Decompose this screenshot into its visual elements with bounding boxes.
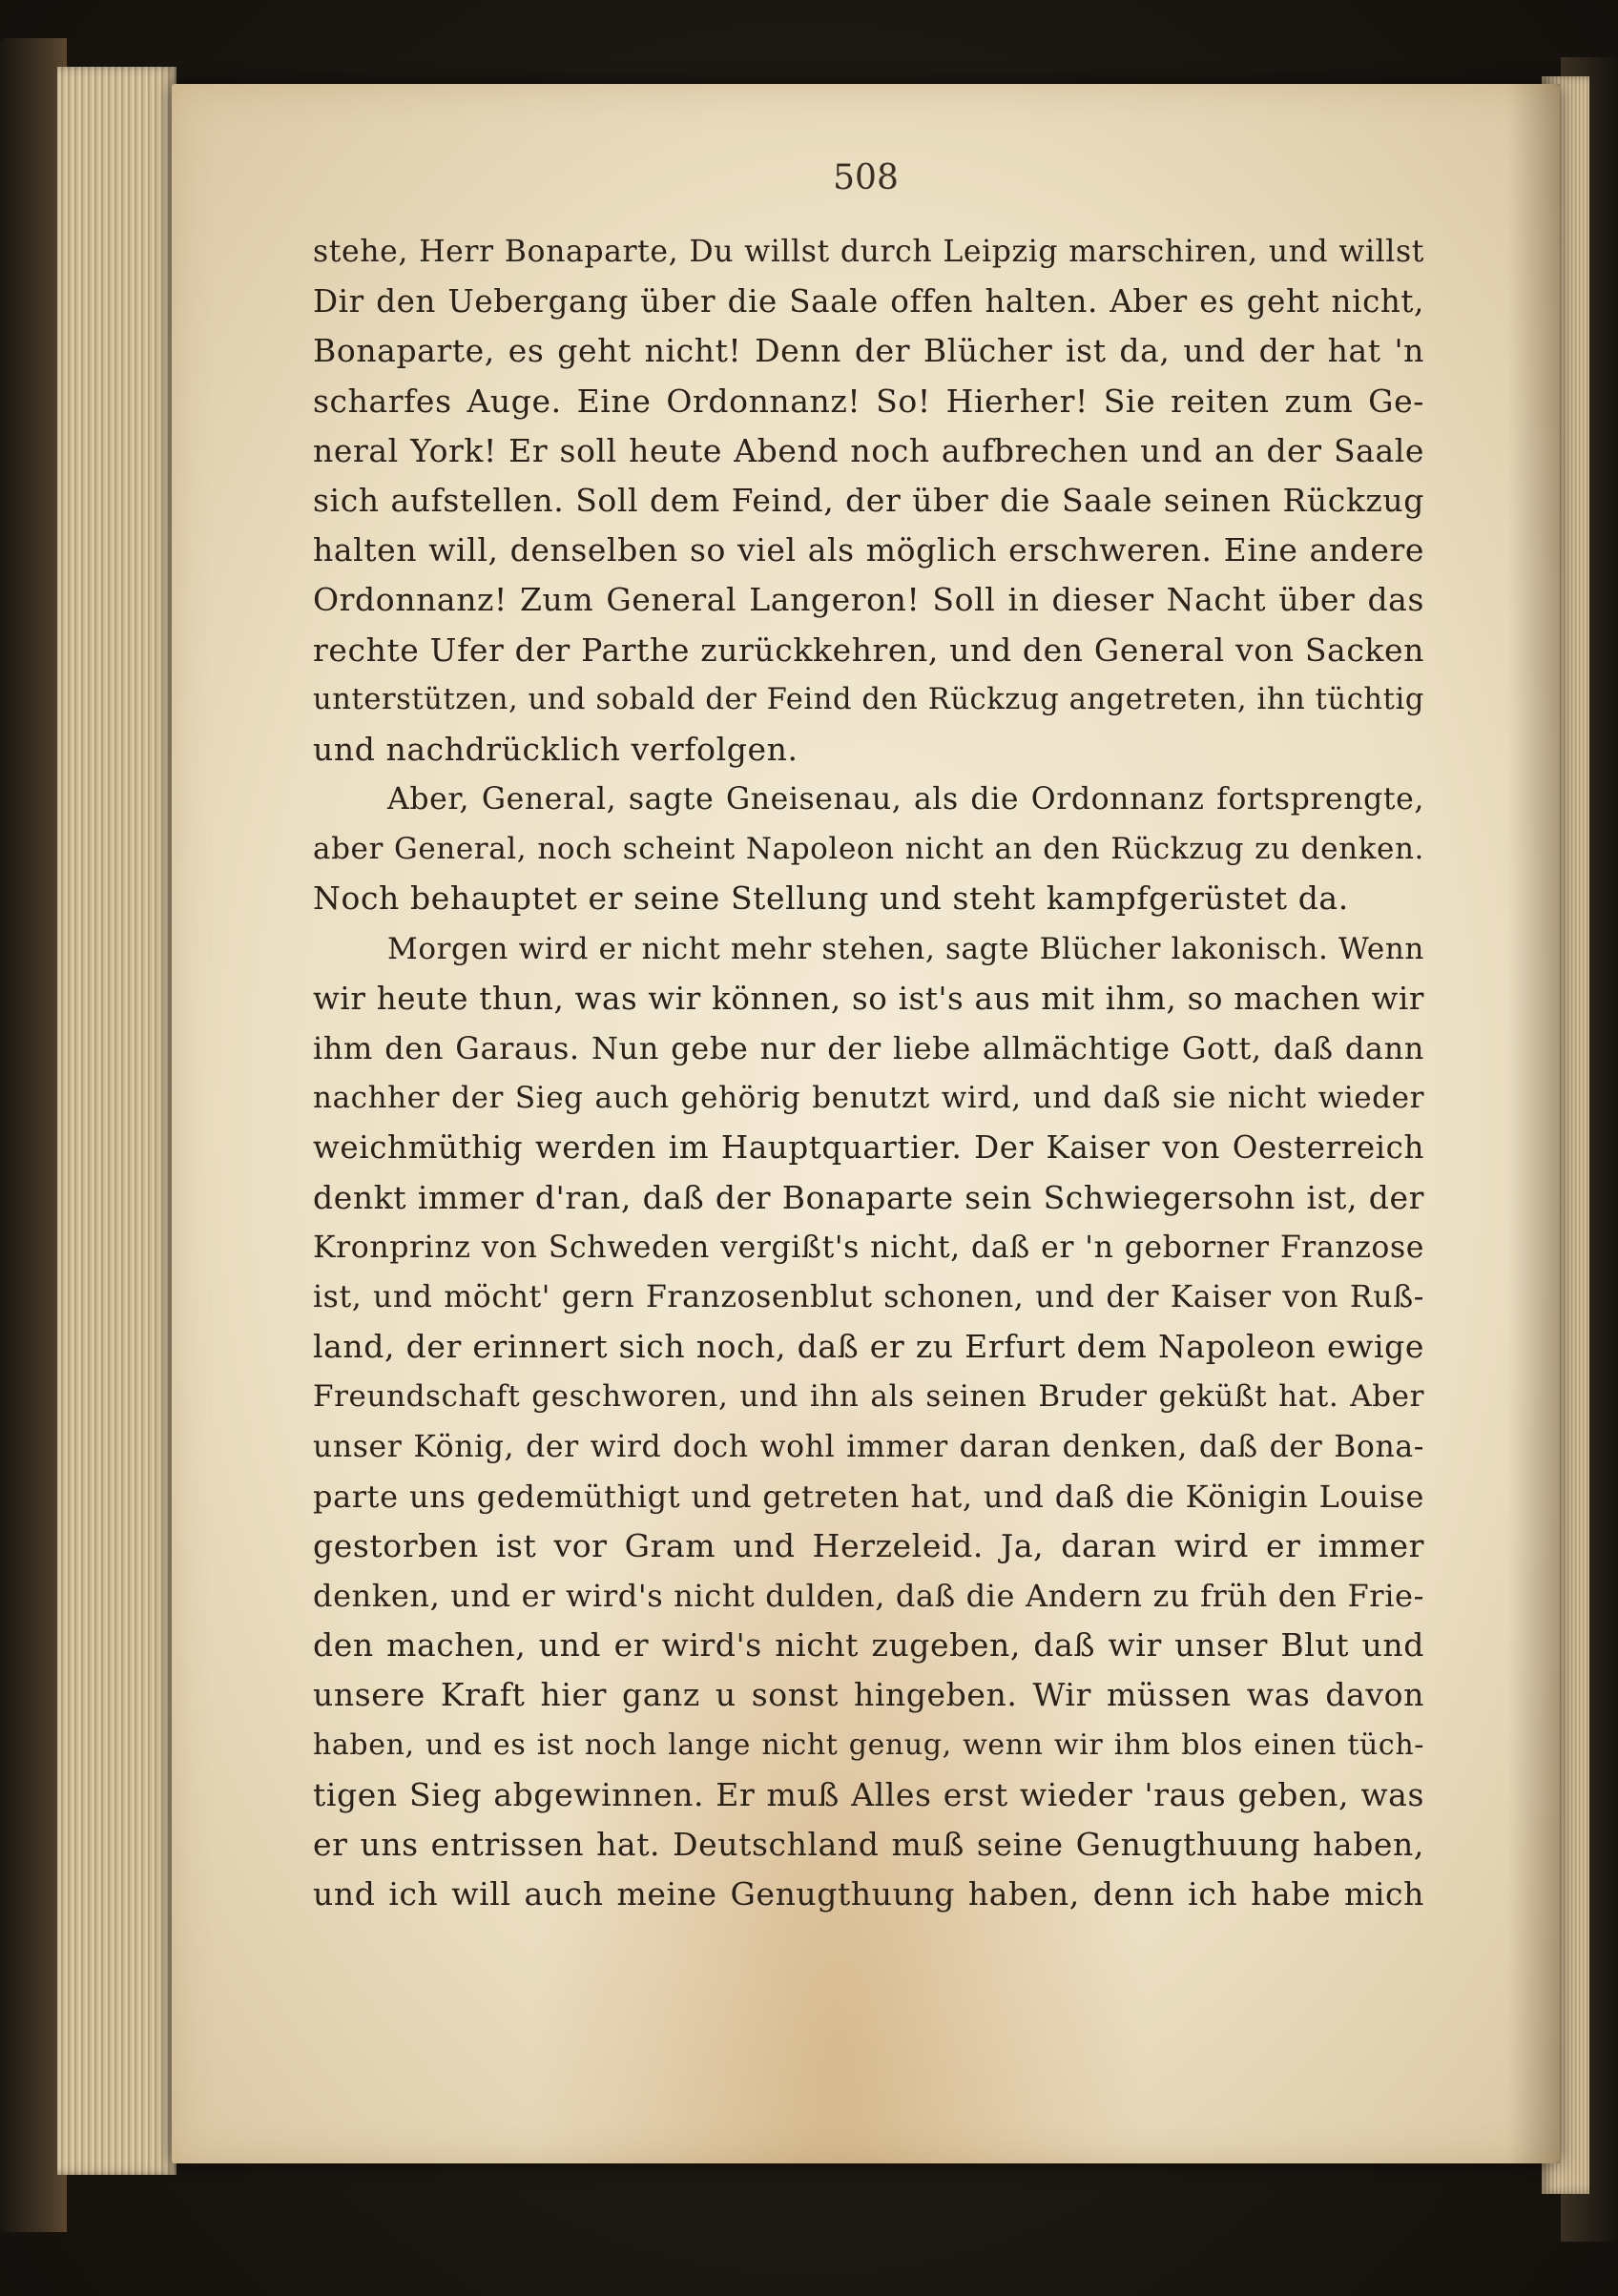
text-line: Bonaparte, es geht nicht! Denn der Blücher ist da, und der hat 'n (313, 332, 1424, 370)
text-line: unterstützen, und sobald der Feind den Rückzug angetreten, ihn tüchtig (313, 682, 1424, 716)
text-line: parte uns gedemüthigt und getreten hat, und daß die Königin Louise (313, 1478, 1424, 1515)
text-line: Dir den Uebergang über die Saale offen halten. Aber es geht nicht, (313, 283, 1424, 321)
text-line: den machen, und er wird's nicht zugeben, daß wir unser Blut und (313, 1626, 1424, 1665)
text-line: halten will, denselben so viel als möglich erschweren. Eine andere (313, 531, 1424, 569)
text-line: stehe, Herr Bonaparte, Du willst durch Leipzig marschiren, und willst (313, 235, 1424, 269)
text-line: Noch behauptet er seine Stellung und steht kampfgerüstet da. (313, 879, 1349, 918)
text-line: Morgen wird er nicht mehr stehen, sagte Blücher lakonisch. Wenn (387, 931, 1424, 966)
text-line: unsere Kraft hier ganz u sonst hingeben. Wir müssen was davon (313, 1676, 1424, 1714)
text-line: weichmüthig werden im Hauptquartier. Der Kaiser von Oesterreich (313, 1129, 1424, 1167)
text-line: Ordonnanz! Zum General Langeron! Soll in dieser Nacht über das (313, 581, 1424, 619)
book-page (172, 84, 1560, 2163)
text-line: Aber, General, sagte Gneisenau, als die Ordonnanz fortsprengte, (387, 782, 1424, 817)
text-line: ist, und möcht' gern Franzosenblut schonen, und der Kaiser von Ruß- (313, 1279, 1424, 1314)
text-line: scharfes Auge. Eine Ordonnanz! So! Hierher! Sie reiten zum Ge- (313, 382, 1424, 420)
text-line: er uns entrissen hat. Deutschland muß seine Genugthuung haben, (313, 1826, 1424, 1863)
text-line: denken, und er wird's nicht dulden, daß die Andern zu früh den Frie- (313, 1578, 1424, 1615)
text-line: ihm den Garaus. Nun gebe nur der liebe allmächtige Gott, daß dann (313, 1030, 1424, 1066)
text-line: denkt immer d'ran, daß der Bonaparte sein Schwiegersohn ist, der (313, 1178, 1424, 1216)
body-text (313, 227, 1424, 1919)
gutter-shadow (1507, 84, 1560, 2163)
text-line: gestorben ist vor Gram und Herzeleid. Ja, daran wird er immer (313, 1526, 1424, 1564)
text-line: neral York! Er soll heute Abend noch aufbrechen und an der Saale (313, 431, 1424, 469)
text-line: wir heute thun, was wir können, so ist's aus mit ihm, so machen wir (313, 980, 1424, 1017)
text-line: haben, und es ist noch lange nicht genug, wenn wir ihm blos einen tüch- (313, 1727, 1424, 1762)
text-line: land, der erinnert sich noch, daß er zu Erfurt dem Napoleon ewige (313, 1328, 1424, 1366)
text-line: und nachdrücklich verfolgen. (313, 730, 799, 768)
text-line: rechte Ufer der Parthe zurückkehren, und den General von Sacken (313, 631, 1424, 669)
text-line: sich aufstellen. Soll dem Feind, der über die Saale seinen Rückzug (313, 481, 1424, 519)
text-line: unser König, der wird doch wohl immer daran denken, daß der Bona- (313, 1429, 1424, 1464)
text-line: Freundschaft geschworen, und ihn als seinen Bruder geküßt hat. Aber (313, 1379, 1424, 1415)
text-line: nachher der Sieg auch gehörig benutzt wird, und daß sie nicht wieder (313, 1081, 1424, 1116)
page-edges-left (57, 67, 176, 2175)
text-line: tigen Sieg abgewinnen. Er muß Alles erst wieder 'raus geben, was (313, 1775, 1424, 1813)
text-line: aber General, noch scheint Napoleon nicht an den Rückzug zu denken. (313, 832, 1424, 867)
text-line: und ich will auch meine Genugthuung haben, denn ich habe mich (313, 1875, 1424, 1913)
text-line: Kronprinz von Schweden vergißt's nicht, daß er 'n geborner Franzose (313, 1230, 1424, 1265)
page-number: 508 (833, 158, 899, 197)
